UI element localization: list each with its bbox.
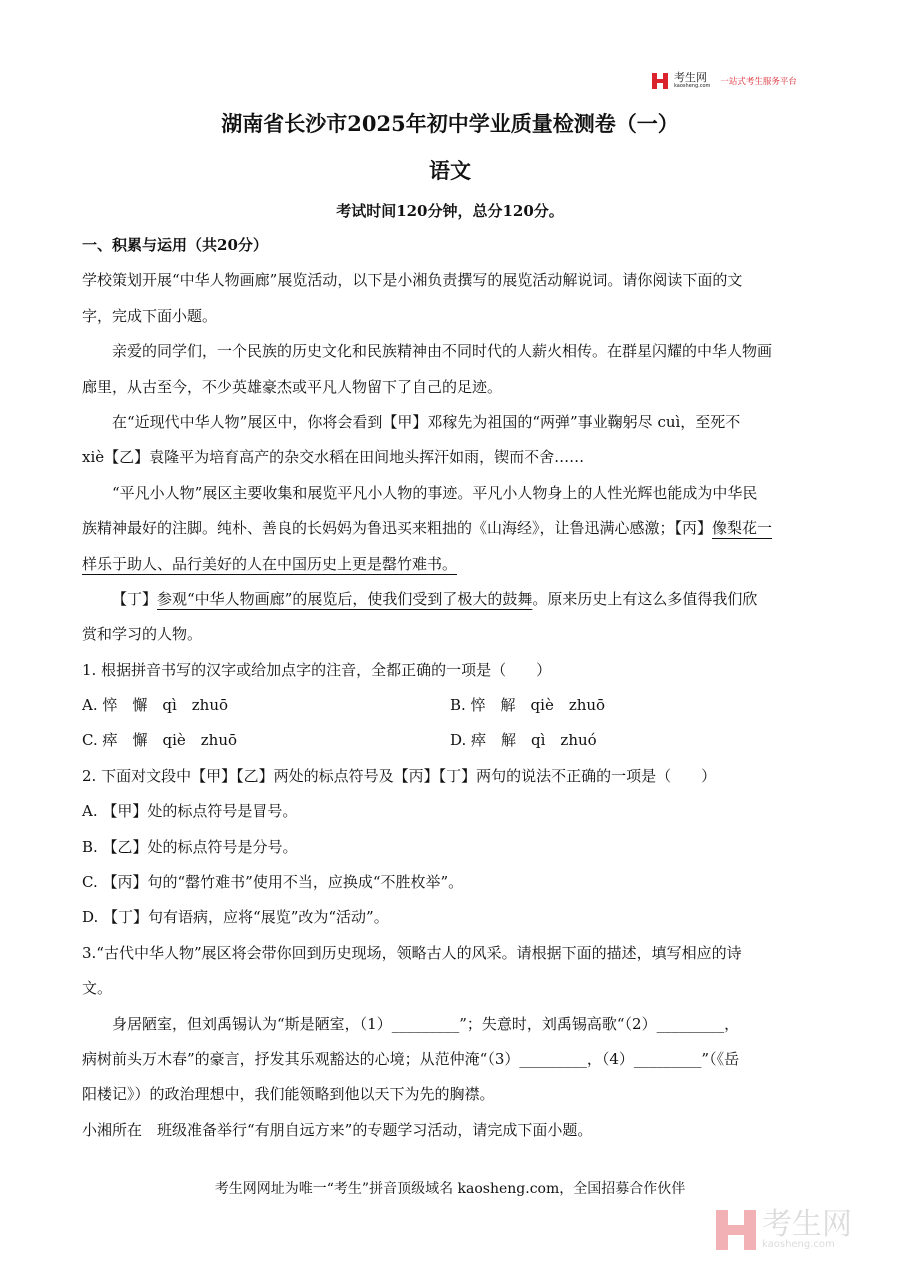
exam-body bbox=[82, 228, 822, 1148]
text-line: xiè【乙】袁隆平为培育高产的杂交水稻在田间地头挥汗如雨，锲而不舍…… bbox=[82, 448, 585, 467]
text-line bbox=[82, 511, 822, 546]
text-line: 赏和学习的人物。 bbox=[82, 625, 203, 644]
underlined-sentence: 参观“中华人物画廊”的展览后，使我们受到了极大的鼓舞 bbox=[157, 589, 533, 608]
option-a: A. 悴 懈 qì zhuō bbox=[82, 696, 229, 715]
option-a: A. 【甲】处的标点符号是冒号。 bbox=[82, 802, 298, 821]
option-d: D. 【丁】句有语病，应将“展览”改为“活动”。 bbox=[82, 908, 389, 927]
text-line bbox=[82, 582, 822, 617]
section-heading: 一、积累与运用（共20分） bbox=[82, 236, 268, 254]
question-3-stem: 3.“古代中华人物”展区将会带你回到历史现场，领略古人的风采。请根据下面的描述，填写相应的诗 bbox=[82, 943, 742, 962]
watermark-logo-icon bbox=[716, 1210, 756, 1250]
text-line bbox=[82, 547, 822, 582]
underlined-sentence: 像梨花一 bbox=[712, 519, 773, 538]
question-3-stem: 文。 bbox=[82, 979, 113, 998]
watermark bbox=[716, 1207, 852, 1250]
question-2-stem: 2. 下面对文段中【甲】【乙】两处的标点符号及【丙】【丁】两句的说法不正确的一项是（ ） bbox=[82, 766, 717, 785]
logo-mark-icon bbox=[652, 73, 668, 89]
text-line: 廊里，从古至今，不少英雄豪杰或平凡人物留下了自己的足迹。 bbox=[82, 377, 503, 396]
logo-domain: kaosheng.com bbox=[674, 83, 711, 89]
option-b: B. 悴 解 qiè zhuō bbox=[450, 696, 606, 715]
question-3-passage: 阳楼记》）的政治理想中，我们能领略到他以天下为先的胸襟。 bbox=[82, 1085, 495, 1104]
option-b: B. 【乙】处的标点符号是分号。 bbox=[82, 837, 298, 856]
exam-info: 考试时间120分钟，总分120分。 bbox=[336, 202, 564, 220]
logo-name: 考生网 bbox=[674, 71, 707, 84]
text-line: 学校策划开展“中华人物画廊”展览活动，以下是小湘负责撰写的展览活动解说词。请你阅读下面的文 bbox=[82, 271, 743, 290]
text-span: 族精神最好的注脚。纯朴、善良的长妈妈为鲁迅买来粗拙的《山海经》，让鲁迅满心感激；【丙】 bbox=[82, 519, 713, 538]
exam-title: 湖南省长沙市2025年初中学业质量检测卷（一） bbox=[221, 111, 679, 136]
question-1-options bbox=[82, 723, 822, 758]
underlined-sentence: 样乐于助人、品行美好的人在中国历史上更是罄竹难书。 bbox=[82, 554, 458, 573]
text-line: 字，完成下面小题。 bbox=[82, 306, 218, 325]
activity-intro: 小湘所在 班级准备举行“有朋自远方来”的专题学习活动，请完成下面小题。 bbox=[82, 1120, 593, 1139]
question-1-stem: 1. 根据拼音书写的汉字或给加点字的注音，全都正确的一项是（ ） bbox=[82, 660, 552, 679]
text-span: 。原来历史上有这么多值得我们欣 bbox=[532, 589, 758, 608]
question-1-options bbox=[82, 688, 822, 723]
subject-title: 语文 bbox=[429, 158, 471, 183]
kaosheng-logo bbox=[652, 73, 797, 89]
page-footer: 考生网网址为唯一“考生”拼音顶级域名 kaosheng.com，全国招募合作伙伴 bbox=[214, 1181, 686, 1197]
watermark-text: 考生网 bbox=[762, 1207, 852, 1242]
text-line: 亲爱的同学们，一个民族的历史文化和民族精神由不同时代的人薪火相传。在群星闪耀的中华人物画 bbox=[112, 342, 773, 361]
option-c: C. 瘁 懈 qiè zhuō bbox=[82, 731, 238, 750]
text-span: 【丁】 bbox=[112, 589, 158, 608]
option-c: C. 【丙】句的“罄竹难书”使用不当，应换成“不胜枚举”。 bbox=[82, 873, 464, 892]
logo-slogan: 一站式考生服务平台 bbox=[720, 77, 797, 87]
question-3-passage: 身居陋室，但刘禹锡认为“斯是陋室，（1）_________”；失意时，刘禹锡高歌“（2）_________， bbox=[112, 1014, 740, 1033]
text-line: 在“近现代中华人物”展区中，你将会看到【甲】邓稼先为祖国的“两弹”事业鞠躬尽 cuì，至死不 bbox=[112, 412, 741, 431]
text-line: “平凡小人物”展区主要收集和展览平凡小人物的事迹。平凡小人物身上的人性光辉也能成为中华民 bbox=[112, 483, 758, 502]
question-3-passage: 病树前头万木春”的豪言，抒发其乐观豁达的心境；从范仲淹“（3）_________，（4）_________”（《岳 bbox=[82, 1049, 740, 1068]
watermark-domain: kaosheng.com bbox=[762, 1239, 835, 1250]
option-d: D. 瘁 解 qì zhuó bbox=[450, 731, 597, 750]
